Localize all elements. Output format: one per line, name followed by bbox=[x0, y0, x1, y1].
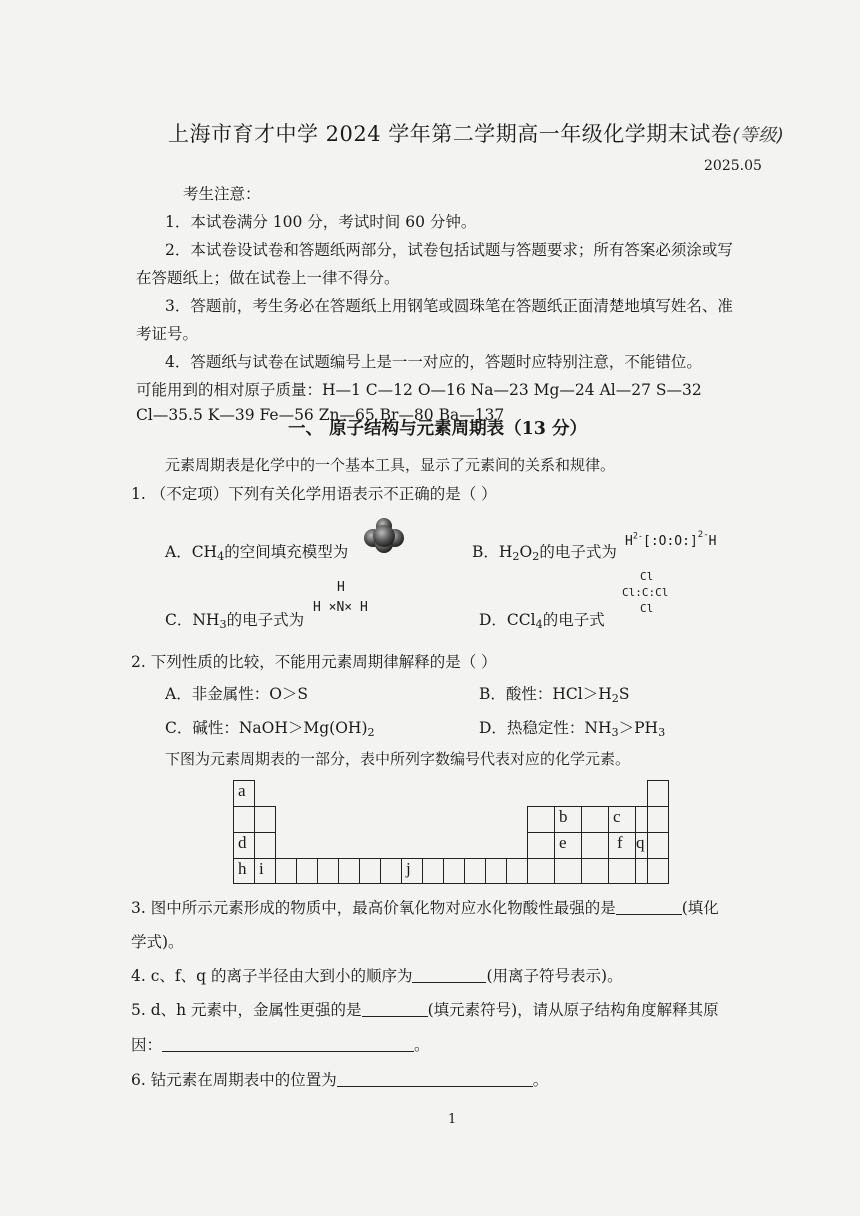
cell-row4-p3 bbox=[581, 858, 609, 884]
q1-b-mid: O bbox=[519, 543, 533, 561]
q1-d-label: D．CCl bbox=[479, 611, 536, 629]
q1-b-rest: 的电子式为 bbox=[539, 543, 617, 561]
notice-item-3: 3．答题前，考生务必在答题纸上用钢笔或圆珠笔在答题纸正面清楚地填写姓名、准 bbox=[165, 297, 733, 315]
exam-title-text: 上海市育才中学 2024 学年第二学期高一年级化学期末试卷 bbox=[168, 122, 733, 146]
cell-e: e bbox=[554, 832, 582, 859]
q1-c-label: C．NH bbox=[165, 611, 220, 629]
ccl4-bottom: Cl bbox=[640, 602, 654, 615]
exam-title bbox=[168, 118, 784, 148]
periodic-table-intro: 下图为元素周期表的一部分，表中所列字数编号代表对应的化学元素。 bbox=[165, 750, 631, 768]
q1-c-rest: 的电子式为 bbox=[226, 611, 305, 629]
question-6 bbox=[131, 1068, 548, 1090]
h2o2-right-h: H bbox=[708, 534, 717, 549]
cell-row4-col14 bbox=[506, 858, 528, 884]
cell-row4-col11 bbox=[443, 858, 465, 884]
cell-f: f bbox=[608, 832, 636, 859]
cell-noble-row3 bbox=[647, 832, 669, 859]
cell-row2-col2 bbox=[254, 806, 276, 833]
q5-line2-pre: 因： bbox=[131, 1036, 163, 1054]
cell-row2-p3 bbox=[581, 806, 609, 833]
q2-d-mid: ＞PH bbox=[618, 719, 659, 737]
question-4 bbox=[131, 964, 623, 986]
cell-row4-col6 bbox=[338, 858, 360, 884]
question-3 bbox=[131, 896, 719, 918]
notice-heading: 考生注意： bbox=[183, 185, 261, 203]
question-1-stem: 1. （不定项）下列有关化学用语表示不正确的是（ ） bbox=[131, 485, 497, 503]
cell-row4-p2 bbox=[554, 858, 582, 884]
q2-d-sub1: 3 bbox=[611, 725, 619, 739]
cell-row2-col1 bbox=[233, 806, 255, 833]
q6-post: 。 bbox=[532, 1071, 549, 1089]
h2o2-electron-formula bbox=[625, 530, 716, 549]
nh3-top-h: H bbox=[337, 580, 345, 595]
notice-item-3-cont: 考证号。 bbox=[136, 325, 199, 343]
section-1-title: 一、 原子结构与元素周期表（13 分） bbox=[288, 419, 588, 439]
cell-row4-col8 bbox=[380, 858, 402, 884]
q5-line2-post: 。 bbox=[414, 1036, 430, 1054]
cell-q: q bbox=[635, 832, 648, 859]
q2-option-c bbox=[165, 716, 375, 738]
cell-noble-row1 bbox=[647, 780, 669, 807]
atomic-mass-line-2: Cl—35.5 K—39 Fe—56 Zn—65 Br—80 Ba—137 bbox=[136, 406, 505, 424]
q3-pre: 3. 图中所示元素形成的物质中，最高价氧化物对应水化物酸性最强的是 bbox=[131, 899, 616, 917]
q1-b-sub1: 2 bbox=[512, 549, 520, 563]
q4-post: (用离子符号表示)。 bbox=[486, 967, 623, 985]
question-5-cont bbox=[131, 1033, 430, 1055]
q1-option-b bbox=[472, 540, 617, 562]
question-2-stem: 2. 下列性质的比较，不能用元素周期律解释的是（ ） bbox=[131, 653, 497, 671]
q1-option-a bbox=[165, 540, 348, 562]
cell-h: h bbox=[233, 858, 255, 884]
cell-c: c bbox=[608, 806, 636, 833]
ccl4-mid: Cl:C:Cl bbox=[622, 586, 669, 599]
cell-b: b bbox=[554, 806, 582, 833]
q6-answer-blank[interactable] bbox=[337, 1072, 533, 1087]
cell-row4-col4 bbox=[296, 858, 318, 884]
notice-item-4: 4．答题纸与试卷在试题编号上是一一对应的，答题时应特别注意，不能错位。 bbox=[165, 353, 702, 371]
cell-row3-p3 bbox=[581, 832, 609, 859]
q2-b-pre: B．酸性：HCl＞H bbox=[479, 685, 612, 703]
q2-c-pre: C．碱性：NaOH＞Mg(OH) bbox=[165, 719, 368, 737]
exam-date: 2025.05 bbox=[704, 158, 762, 174]
q1-option-d bbox=[479, 608, 605, 630]
q3-answer-blank[interactable] bbox=[616, 900, 682, 915]
cell-row3-col2 bbox=[254, 832, 276, 859]
cell-row4-col5 bbox=[317, 858, 339, 884]
cell-row4-col7 bbox=[359, 858, 381, 884]
section-1-intro: 元素周期表是化学中的一个基本工具，显示了元素间的关系和规律。 bbox=[165, 456, 616, 474]
q1-c-sub: 3 bbox=[219, 617, 227, 631]
q1-a-rest: 的空间填充模型为 bbox=[224, 543, 349, 561]
notice-item-1: 1．本试卷满分 100 分，考试时间 60 分钟。 bbox=[165, 213, 477, 231]
q2-option-d bbox=[479, 716, 665, 738]
methane-space-filling-model-icon bbox=[364, 518, 404, 554]
cell-row4-p1 bbox=[527, 858, 555, 884]
cell-row3-p1 bbox=[527, 832, 555, 859]
q1-option-c bbox=[165, 608, 304, 630]
q2-b-post: S bbox=[618, 685, 630, 703]
nh3-electron-formula: H ×N× H bbox=[313, 600, 368, 615]
h2o2-charge: 2- bbox=[697, 530, 709, 540]
q2-option-b bbox=[479, 682, 629, 704]
q2-b-sub: 2 bbox=[611, 691, 619, 705]
q2-option-a: A．非金属性：O＞S bbox=[165, 685, 309, 703]
notice-item-2-cont: 在答题纸上；做在试卷上一律不得分。 bbox=[136, 269, 400, 287]
ccl4-top: Cl bbox=[640, 570, 654, 583]
q1-b-sub2: 2 bbox=[532, 549, 540, 563]
q5-pre: 5. d、h 元素中，金属性更强的是 bbox=[131, 1001, 362, 1019]
cell-row2-p1 bbox=[527, 806, 555, 833]
cell-row4-col3 bbox=[275, 858, 297, 884]
notice-item-2: 2．本试卷设试卷和答题纸两部分，试卷包括试题与答题要求；所有答案必须涂或写 bbox=[165, 241, 733, 259]
q1-d-sub: 4 bbox=[535, 617, 543, 631]
atomic-mass-line-1: 可能用到的相对原子质量：H—1 C—12 O—16 Na—23 Mg—24 Al—27 S—32 bbox=[136, 381, 702, 399]
page-number: 1 bbox=[448, 1112, 457, 1127]
h2o2-charge-left: 2- bbox=[632, 530, 643, 541]
q1-a-sub: 4 bbox=[217, 549, 225, 563]
q1-a-label: A．CH bbox=[165, 543, 218, 561]
q5-post: (填元素符号)，请从原子结构角度解释其原 bbox=[427, 1001, 719, 1019]
cell-row4-col13 bbox=[485, 858, 507, 884]
periodic-table-fragment bbox=[233, 780, 669, 884]
q1-b-label: B．H bbox=[472, 543, 513, 561]
cell-row4-p4 bbox=[608, 858, 636, 884]
cell-j: j bbox=[401, 858, 423, 884]
cell-noble-row4 bbox=[647, 858, 669, 884]
cell-noble-row2 bbox=[647, 806, 669, 833]
h2o2-bracket: [:O:O:] bbox=[643, 534, 698, 549]
cell-i: i bbox=[254, 858, 276, 884]
handwritten-level-note: (等级) bbox=[732, 125, 785, 146]
q3-post: (填化 bbox=[681, 899, 719, 917]
cell-row4-col10 bbox=[422, 858, 444, 884]
cell-a: a bbox=[233, 780, 255, 807]
q5-answer-blank-2[interactable] bbox=[162, 1037, 414, 1052]
question-3-cont: 学式)。 bbox=[131, 933, 184, 951]
q5-answer-blank-1[interactable] bbox=[362, 1002, 428, 1017]
q2-c-sub: 2 bbox=[367, 725, 375, 739]
q4-pre: 4. c、f、q 的离子半径由大到小的顺序为 bbox=[131, 967, 413, 985]
cell-row4-col12 bbox=[464, 858, 486, 884]
h2o2-left-h: H bbox=[625, 534, 633, 549]
q2-d-sub2: 3 bbox=[658, 725, 666, 739]
q4-answer-blank[interactable] bbox=[412, 968, 486, 983]
q1-d-rest: 的电子式 bbox=[542, 611, 605, 629]
cell-d: d bbox=[233, 832, 255, 859]
q6-pre: 6. 钴元素在周期表中的位置为 bbox=[131, 1071, 337, 1089]
q2-d-pre: D．热稳定性：NH bbox=[479, 719, 612, 737]
question-5 bbox=[131, 998, 719, 1020]
